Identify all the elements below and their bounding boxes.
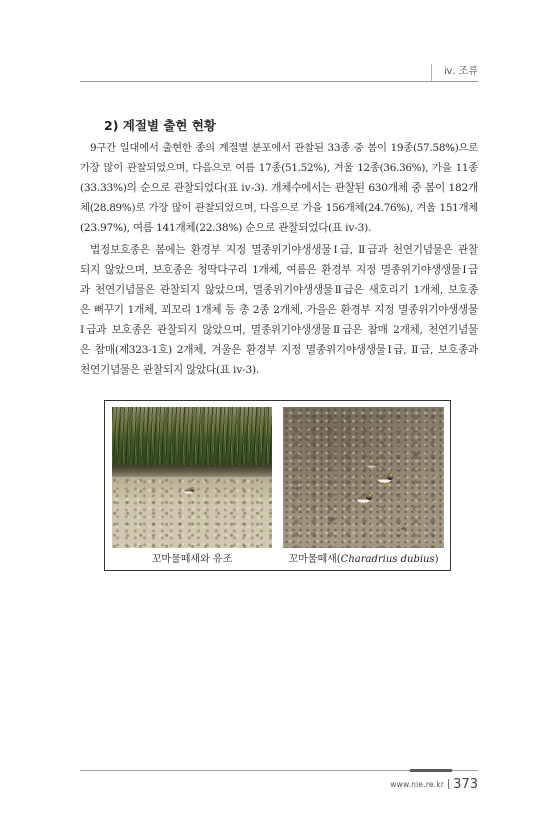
plover-bird: [184, 487, 195, 496]
photo-little-ringed-plover: [283, 407, 444, 548]
text-line: 은 참매(제323-1호) 2개체, 겨울은 환경부 지정 멸종위기야생생물Ⅰ급, Ⅱ급, 보호종과: [80, 344, 478, 356]
text-line: (23.97%), 여름 141개체(22.38%) 순으로 관찰되었다(표 ⅳ-3).: [80, 222, 372, 234]
pebble: [303, 437, 308, 440]
text-line: 법정보호종은 봄에는 환경부 지정 멸종위기야생생물Ⅰ급, Ⅱ급과 천연기념물은 관찰: [90, 244, 478, 256]
caption-scientific-name: Charadrius dubius: [340, 554, 435, 565]
photo-caption-left: 꼬마물떼새와 유조: [151, 554, 233, 565]
caption-closing: ): [434, 554, 439, 565]
bird-legs: [362, 502, 366, 506]
plover-bird: [367, 461, 378, 470]
paragraph-seasonal-distribution: [80, 138, 478, 238]
running-header-section: ⅳ. 조류: [444, 66, 478, 77]
pebble: [413, 452, 419, 456]
photo-caption-right: [283, 552, 444, 568]
text-line: Ⅰ급과 보호종은 관찰되지 않았으며, 멸종위기야생생물Ⅱ급은 참매 2개체, 천연기념물: [80, 324, 478, 336]
mudflat: [283, 407, 444, 548]
pebble: [401, 527, 406, 530]
bird-eye: [369, 494, 371, 496]
text-line: 과 천연기념물은 관찰되지 않았으며, 멸종위기야생생물Ⅱ급은 새호리기 1개체, 보호종: [80, 284, 478, 296]
bird-eye: [375, 462, 376, 463]
photo-plover-with-juvenile: [112, 407, 272, 548]
bird-legs: [188, 493, 191, 496]
text-line: (33.33%)의 순으로 관찰되었다(표 ⅳ-3). 개체수에서는 관찰된 630개체 중 봄이 182개: [80, 182, 478, 194]
footer-accent-bar: [410, 769, 452, 772]
page-footer: [390, 775, 478, 793]
plover-bird: [378, 473, 394, 486]
reed-bed: [112, 407, 272, 471]
header-divider: [431, 64, 432, 81]
text-line: 체(28.89%)로 가장 많이 관찰되었으며, 다음으로 가을 156개체(24.76%), 겨울 151개체: [80, 202, 478, 214]
text-line: 되지 않았으며, 보호종은 청딱다구리 1개체, 여름은 환경부 지정 멸종위기야생생물Ⅰ급: [80, 264, 478, 276]
bird-eye: [192, 488, 193, 489]
paragraph-protected-species: [80, 240, 478, 380]
section-heading: 2) 계절별 출현 현황: [104, 118, 216, 133]
text-line: 은 뻐꾸기 1개체, 꾀꼬리 1개체 등 총 2종 2개체, 가을은 환경부 지정 멸종위기야생생물: [80, 304, 478, 316]
bird-legs: [371, 467, 374, 470]
text-line: 9구간 일대에서 출현한 종의 계절별 분포에서 관찰된 33종 중 봄이 19종(57.58%)으로: [90, 142, 478, 154]
plover-bird: [357, 493, 373, 506]
header-rule: [80, 81, 478, 82]
page-number: 373: [453, 776, 478, 792]
caption-common-name: 꼬마물떼새(: [288, 554, 341, 565]
text-line: 천연기념물은 관찰되지 않았다(표 ⅳ-3).: [80, 364, 259, 376]
footer-divider: [448, 779, 449, 789]
footer-website: www.nie.re.kr: [390, 779, 445, 789]
pebble: [295, 487, 299, 490]
text-line: 가장 많이 관찰되었으며, 다음으로 여름 17종(51.52%), 겨울 12종(36.36%), 가을 11종: [80, 162, 478, 174]
bird-eye: [390, 474, 392, 476]
pebble: [328, 517, 335, 521]
bird-legs: [383, 482, 387, 486]
